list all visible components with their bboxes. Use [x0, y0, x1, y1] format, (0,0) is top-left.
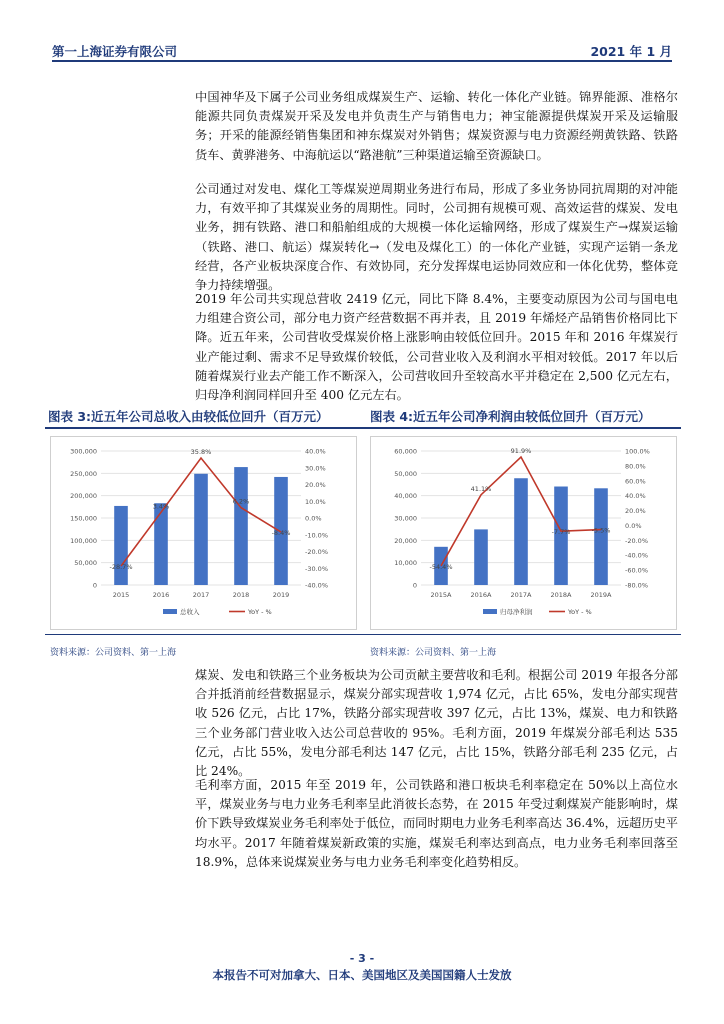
y-tick-label: 0: [412, 581, 417, 590]
y2-tick-label: -30.0%: [305, 564, 328, 573]
y2-tick-label: 10.0%: [305, 497, 326, 506]
source-note-right: 资料来源：公司资料、第一上海: [370, 648, 497, 658]
legend-label: 总收入: [180, 608, 200, 616]
y2-tick-label: 40.0%: [305, 447, 326, 456]
y-tick-label: 300,000: [70, 447, 97, 456]
x-tick-label: 2019A: [590, 591, 612, 599]
y2-tick-label: 100.0%: [625, 447, 650, 456]
chart-net-profit: [370, 436, 677, 630]
figure-4-title: 图表 4:近五年公司净利润由较低位回升（百万元）: [370, 409, 651, 424]
y2-tick-label: 30.0%: [305, 464, 326, 473]
report-date: 2021 年 1 月: [590, 44, 672, 59]
y2-tick-label: 0.0%: [625, 521, 642, 530]
y2-tick-label: 40.0%: [625, 492, 646, 501]
bar: [514, 478, 528, 585]
legend-swatch-bar: [483, 609, 497, 614]
data-label: 91.9%: [510, 447, 532, 456]
data-label: -7.7%: [551, 528, 571, 537]
x-tick-label: 2015: [112, 591, 130, 599]
y-tick-label: 50,000: [74, 559, 97, 568]
y-tick-label: 0: [92, 581, 97, 590]
x-tick-label: 2017: [192, 591, 210, 599]
figure-3-title: 图表 3:近五年公司总收入由较低位回升（百万元）: [48, 409, 329, 424]
y-tick-label: 150,000: [70, 514, 97, 523]
paragraph-1: 中国神华及下属子公司业务组成煤炭生产、运输、转化一体化产业链。锦界能源、准格尔能源共同负责煤炭开采及发电并负责生产与销售电力；神宝能源提供煤炭开采及运输服务；开采的能源经销售集团和神东煤炭对外销售；煤炭资源与电力资源经朔黄铁路、铁路货车、黄骅港务、中海航运以“路港航”三种渠道运输至资源缺口。: [195, 90, 678, 162]
data-label: -5.5%: [591, 526, 611, 535]
y2-tick-label: 80.0%: [625, 462, 646, 471]
chart-revenue: [50, 436, 357, 630]
x-tick-label: 2018: [232, 591, 250, 599]
bar: [154, 503, 168, 585]
x-tick-label: 2016A: [470, 591, 492, 599]
bar: [114, 506, 128, 585]
y-tick-label: 30,000: [394, 514, 417, 523]
distribution-disclaimer: 本报告不可对加拿大、日本、美国地区及美国国籍人士发放: [212, 968, 512, 982]
figure-top-rule: [45, 427, 681, 429]
x-tick-label: 2016: [152, 591, 170, 599]
legend-label: YoY - %: [248, 608, 272, 616]
paragraph-5: 毛利率方面，2015 年至 2019 年，公司铁路和港口板块毛利率稳定在 50%以上高位水平，煤炭业务与电力业务毛利率呈此消彼长态势，在 2015 年受过剩煤炭产能影响时，煤价下跌导致煤炭业务毛利率处于低位，而同时期电力业务毛利率高达 36.4%，远超历史平均水平。2017 年随着煤炭新政策的实施，煤炭毛利率达到高点，电力业务毛利率回落至 18.9%，总体来说煤炭业务与电力业务毛利率变化趋势相反。: [195, 778, 678, 869]
page-number: - 3 -: [349, 952, 375, 965]
figure-bottom-rule: [45, 634, 681, 635]
bar: [594, 488, 608, 585]
paragraph-4: 煤炭、发电和铁路三个业务板块为公司贡献主要营收和毛利。根据公司 2019 年报各分部合并抵消前经营数据显示，煤炭分部实现营收 1,974 亿元，占比 65%，发电分部实现营收 526 亿元，占比 17%，铁路分部实现营收 397 亿元，占比 13%，煤炭、电力和铁路三个业务部门营业收入达公司总营收的 95%。毛利方面，2019 年煤炭分部毛利达 535 亿元，占比 55%，发电分部毛利达 147 亿元，占比 15%，铁路分部毛利 235 亿元，占比 24%。: [195, 668, 678, 779]
data-label: 3.4%: [152, 502, 170, 511]
x-tick-label: 2018A: [550, 591, 572, 599]
chart-revenue-svg: [51, 437, 356, 629]
data-label: 35.8%: [190, 448, 212, 457]
y2-tick-label: -80.0%: [625, 581, 648, 590]
source-note-left: 资料来源：公司资料、第一上海: [50, 648, 177, 658]
y-tick-label: 200,000: [70, 492, 97, 501]
y2-tick-label: 20.0%: [305, 481, 326, 489]
bar: [194, 474, 208, 585]
data-label: 41.1%: [470, 484, 492, 493]
y-tick-label: 10,000: [394, 559, 417, 568]
page-header: [52, 40, 672, 62]
y2-tick-label: 0.0%: [305, 514, 322, 523]
bar: [474, 529, 488, 585]
bar: [234, 467, 248, 585]
y2-tick-label: -60.0%: [625, 566, 648, 575]
paragraph-2: 公司通过对发电、煤化工等煤炭逆周期业务进行布局，形成了多业务协同抗周期的对冲能力，有效平抑了其煤炭业务的周期性。同时，公司拥有规模可观、高效运营的煤炭、发电业务，拥有铁路、港口和船舶组成的大规模一体化运输网络，形成了煤炭生产→煤炭运输（铁路、港口、航运）煤炭转化→（发电及煤化工）的一体化产业链，实现产运销一条龙经营，各产业板块深度合作、有效协同，充分发挥煤电运协同效应和一体化优势，整体竞争力持续增强。: [195, 182, 678, 293]
data-label: -28.7%: [109, 563, 133, 572]
y2-tick-label: -20.0%: [625, 536, 648, 545]
y2-tick-label: 20.0%: [625, 507, 646, 516]
y-tick-label: 20,000: [394, 536, 417, 545]
paragraph-3: 2019 年公司共实现总营收 2419 亿元，同比下降 8.4%，主要变动原因为公司与国电电力组建合资公司，部分电力资产经营数据不再并表，且 2019 年烯烃产品销售价格同比下降。近五年来，公司营收受煤炭价格上涨影响由较低位回升。2015 年和 2016 年煤炭行业产能过剩、需求不足导致煤价较低，公司营业收入及利润水平相对较低。2017 年以后随着煤炭行业去产能工作不断深入，公司营收回升至较高水平并稳定在 2,500 亿元左右，归母净利润同样回升至 400 亿元左右。: [195, 292, 678, 403]
y-tick-label: 250,000: [70, 469, 97, 478]
data-label: -8.4%: [271, 529, 291, 538]
legend-swatch-bar: [163, 609, 177, 614]
x-tick-label: 2019: [272, 591, 290, 599]
y2-tick-label: -40.0%: [305, 581, 328, 590]
y2-tick-label: -40.0%: [625, 551, 648, 560]
x-tick-label: 2017A: [510, 591, 532, 599]
x-tick-label: 2015A: [430, 591, 452, 599]
data-label: 6.2%: [232, 497, 250, 506]
y2-tick-label: -20.0%: [305, 548, 328, 556]
legend-label: YoY - %: [568, 608, 592, 616]
y2-tick-label: 60.0%: [625, 477, 646, 486]
chart-net-profit-svg: [371, 437, 676, 629]
company-name: 第一上海证券有限公司: [52, 44, 178, 59]
y-tick-label: 40,000: [394, 492, 417, 501]
data-label: -54.4%: [429, 562, 453, 571]
legend-label: 归母净利润: [500, 608, 533, 616]
y2-tick-label: -10.0%: [305, 531, 328, 540]
y-tick-label: 100,000: [70, 536, 97, 545]
y-tick-label: 60,000: [394, 447, 417, 456]
y-tick-label: 50,000: [394, 469, 417, 478]
